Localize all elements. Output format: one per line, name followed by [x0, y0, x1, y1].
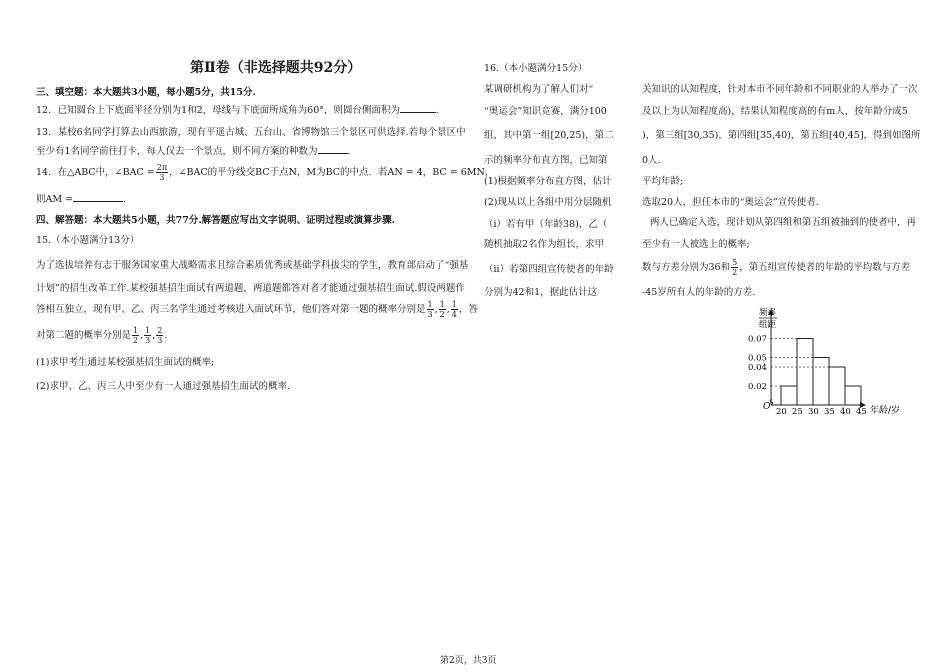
prob2-a: $\frac{1}{2}$: [133, 326, 139, 345]
question-12-text: 12．已知圆台上下底面半径分别为1和2，母线与下底面所成角为60°，则圆台侧面积为: [36, 105, 401, 116]
answer-blank-13: [318, 144, 348, 154]
question-15-heading: 15.（本小题满分13分）: [36, 235, 140, 246]
q16-line1-right: 关知识的认知程度，针对本市不同年龄和不同职业的人举办了一次: [642, 84, 918, 95]
q16-line6-right: 选取20人，担任本市的“奥运会”宣传使者.: [642, 197, 819, 208]
q16-line5-left: (1)根据频率分布直方图，估计: [484, 176, 612, 187]
question-14-text-b: ，∠BAC的平分线交BC于点N，M为BC的中点．若AN = 4，BC = 6MN，: [169, 167, 495, 178]
prob2-b: $\frac{1}{3}$: [145, 326, 151, 345]
page-title: 第Ⅱ卷（非选择题共92分）: [190, 60, 362, 76]
histogram-bar: [797, 339, 813, 406]
axis-break-mark: [770, 399, 773, 405]
question-15-line3-text: 答相互独立，现有甲、乙、丙三名学生通过考核进入面试环节，他们答对第一题的概率分别是: [36, 304, 426, 315]
q16-line3-right: )，第三组[30,35)，第四组[35,40)，第五组[40,45]，得到如图所: [642, 130, 921, 141]
q16-line6-left: (2)现从以上各组中用分层随机: [484, 197, 612, 208]
question-15-line4: 对第二题的概率分别是 $\frac{1}{2}$ , $\frac{1}{3}$ , $\frac{2}{3}$ .: [36, 326, 168, 345]
q16-line1-left: 某调研机构为了解人们对“: [484, 84, 594, 95]
question-15-line1: 为了选拔培养有志于服务国家重大战略需求且综合素质优秀或基础学科拔尖的学生，教育部启动了“强基: [36, 260, 469, 271]
question-14-line1: [36, 163, 494, 182]
frac-num: 2π: [156, 163, 168, 172]
y-label-denominator: 组距: [759, 320, 777, 330]
origin-label: O: [763, 402, 771, 412]
answer-blank-14: [73, 192, 123, 202]
section-solution-heading: 四、解答题：本大题共5小题，共77分.解答题应写出文字说明、证明过程或演算步骤.: [36, 215, 395, 226]
question-12: 12．已知圆台上下底面半径分别为1和2，母线与下底面所成角为60°，则圆台侧面积为 .: [36, 105, 440, 116]
question-14-text-a: 14．在△ABC中，∠BAC =: [36, 167, 155, 178]
question-15-line3: 答相互独立，现有甲、乙、丙三名学生通过考核进入面试环节，他们答对第一题的概率分别是 $\frac{1}{3}$ , $\frac{1}{2}$ , $\frac{1}{4}$ ，答: [36, 300, 478, 319]
q16-line5-right: 平均年龄;: [642, 176, 684, 187]
q16-line7-right: 两人已确定入选，现计划从第四组和第五组被抽到的使者中，再: [650, 217, 917, 228]
q16-line10-text: 数与方差分别为36和: [642, 262, 731, 273]
question-15-line3-end: ，答: [458, 304, 478, 315]
q16-line2-left: “奥运会”知识竞赛，满分100: [484, 106, 607, 117]
frequency-histogram: [730, 304, 920, 422]
histogram-bar: [829, 367, 845, 405]
prob2-c: $\frac{2}{3}$: [157, 326, 163, 345]
x-tick-label: 20: [776, 407, 787, 417]
y-tick-label: 0.05: [748, 353, 767, 364]
prob1-a: $\frac{1}{3}$: [427, 300, 433, 319]
question-15-line4-end: .: [164, 330, 168, 341]
histogram-bar: [813, 358, 829, 406]
histogram-bar: [781, 386, 797, 405]
question-13-line1: 13．某校6名同学打算去山西旅游，现有平遥古城、五台山、省博物馆三个景区可供选择.若每个景区中: [36, 127, 466, 138]
fraction-5-over-2: $\frac{5}{2}$: [732, 258, 738, 277]
question-15-line4-text: 对第二题的概率分别是: [36, 330, 132, 341]
question-14-text-c: 则AM =: [36, 194, 74, 205]
y-tick-label: 0.02: [748, 382, 767, 392]
question-15-line2: 计划”的招生改革工作.某校强基招生面试有两道题，两道题都答对者才能通过强基招生面试.假设两题作: [36, 283, 465, 294]
question-13-text: 至少有1名同学前往打卡，每人仅去一个景点，则不同方案的种数为: [36, 146, 318, 157]
question-13-line2: 至少有1名同学前往打卡，每人仅去一个景点，则不同方案的种数为 .: [36, 146, 351, 157]
q16-line9-right: 至少有一人被选上的概率;: [642, 239, 750, 250]
x-tick-label: 40: [840, 407, 851, 417]
x-tick-label: 45: [856, 407, 867, 417]
y-tick-label: 0.07: [748, 334, 767, 345]
prob1-c: $\frac{1}{4}$: [451, 300, 457, 319]
q16-line4-left: 示的频率分布直方图，已知第: [484, 155, 608, 166]
x-axis-label: 年龄/岁: [870, 406, 901, 416]
q16-line2-right: 及以上为认知程度高)，结果认知程度高的有m人，按年龄分成5: [642, 106, 908, 117]
histogram-bar: [845, 386, 861, 405]
y-tick-label: 0.04: [748, 363, 767, 373]
q16-line11-right: -45岁所有人的年龄的方差.: [642, 287, 756, 298]
question-15-sub2: (2)求甲、乙、丙三人中至少有一人通过强基招生面试的概率.: [36, 381, 290, 392]
q16-line9-left: 随机抽取2名作为组长，求甲: [484, 239, 605, 250]
question-15-sub1: (1)求甲考生通过某校强基招生面试的概率;: [36, 357, 215, 368]
q16-line11-left: 分别为42和1，据此估计这: [484, 287, 598, 298]
question-14-line2: 则AM = .: [36, 194, 127, 205]
prob1-b: $\frac{1}{2}$: [439, 300, 445, 319]
x-tick-label: 35: [824, 407, 835, 417]
q16-line10-left: （ii）若第四组宣传使者的年龄: [484, 264, 614, 275]
q16-line10-right: [642, 258, 910, 277]
x-tick-label: 25: [792, 407, 803, 417]
y-label-numerator: 频率: [759, 308, 777, 318]
x-tick-label: 30: [808, 407, 819, 417]
frac-den: 3: [159, 173, 165, 182]
fraction-2pi-over-3: [156, 163, 168, 182]
section-fill-in-heading: 三、填空题：本大题共3小题，每小题5分，共15分.: [36, 87, 256, 98]
q16-line8-left: （i）若有甲（年龄38)，乙（: [484, 219, 608, 230]
q16-line4-right: 0人.: [642, 155, 661, 166]
page-footer: 第2页，共3页: [440, 656, 497, 666]
q16-line3-left: 组，其中第一组[20,25)，第二: [484, 130, 614, 141]
q16-line10-post: ，第五组宣传使者的年龄的平均数与方差: [739, 262, 911, 273]
answer-blank-12: [400, 103, 436, 113]
question-16-heading: 16.（本小题满分15分）: [484, 63, 588, 74]
